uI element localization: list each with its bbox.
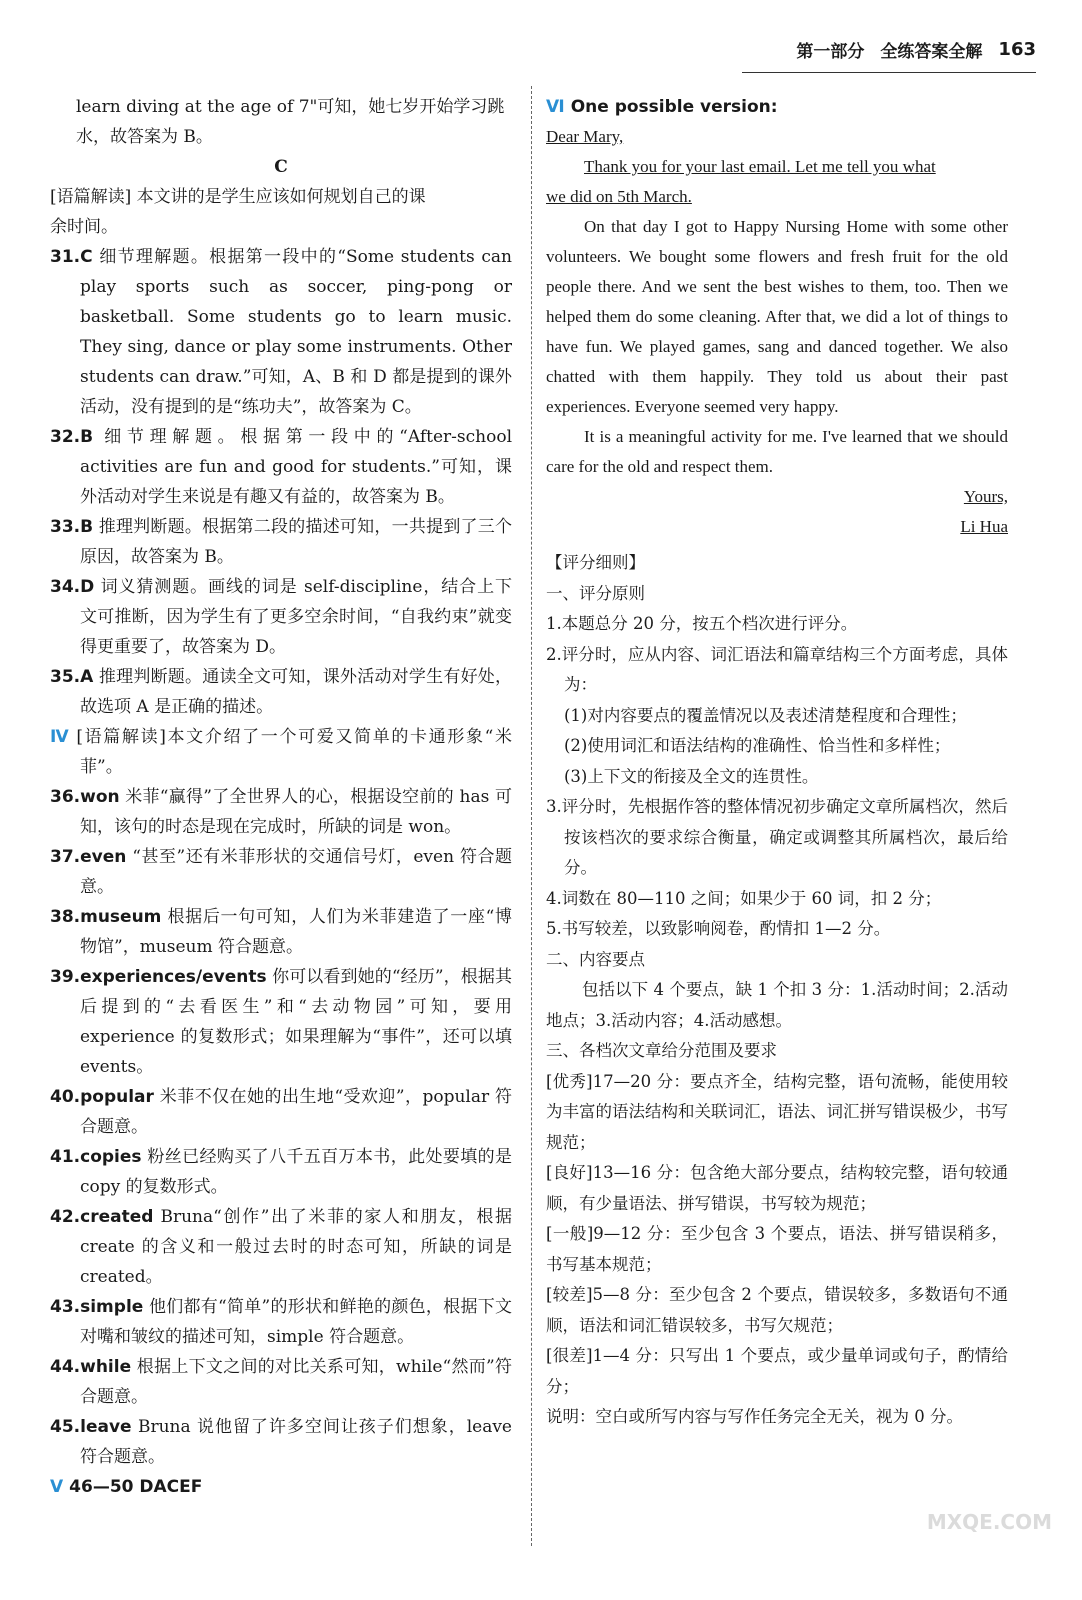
rubric-level: [较差]5—8 分：至少包含 2 个要点，错误较多，多数语句不通顺，语法和词汇错误较多，书写欠规范； <box>546 1285 1008 1335</box>
answer-item: 39.experiences/events 你可以看到她的“经历”，根据其后提到的“去看医生”和“去动物园”可知，要用 experience 的复数形式；如果理解为“事件”，还可以填 events。 <box>50 967 512 1077</box>
section-heading: C <box>274 157 288 177</box>
answer-item: 45.leave Bruna 说他留了许多空间让孩子们想象，leave 符合题意。 <box>50 1417 512 1467</box>
rubric-item: 2.评分时，应从内容、词汇语法和篇章结构三个方面考虑，具体为： <box>546 644 1008 694</box>
rubric-subitem: (2)使用词汇和语法结构的准确性、恰当性和多样性； <box>564 736 951 755</box>
essay-paragraph: On that day I got to Happy Nursing Home with some other volunteers. We bought some flowers and fresh fruit for the old people there. And we sent the best wishes to them, too. Then we helped them do some cleaning. After that, we did a lot of things to have fun. We played games, sang and danced together. We also chatted with them happily. They told us about their past experiences. Everyone seemed very happy. <box>546 217 1008 416</box>
rubric-level: [很差]1—4 分：只写出 1 个要点，或少量单词或句子，酌情给分； <box>546 1346 1008 1396</box>
rubric-item: 1.本题总分 20 分，按五个档次进行评分。 <box>546 614 858 633</box>
model-essay <box>546 122 1008 542</box>
section-v-answers: Ⅴ 46—50 DACEF <box>50 1477 203 1497</box>
answer-item: 34.D 词义猜测题。画线的词是 self-discipline，结合上下文可推断，因为学生有了更多空余时间，“自我约束”就变得更重要了，故答案为 D。 <box>50 577 512 657</box>
essay-paragraph: Thank you for your last email. Let me tell you what we did on 5th March. <box>546 157 936 206</box>
column-divider <box>531 86 532 1546</box>
left-column <box>50 92 512 1502</box>
rubric-item: 3.评分时，先根据作答的整体情况初步确定文章所属档次，然后按该档次的要求综合衡量，确定或调整其所属档次，最后给分。 <box>546 797 1008 877</box>
essay-closing: Yours, <box>963 487 1008 506</box>
section-iv-intro: Ⅳ [语篇解读]本文介绍了一个可爱又简单的卡通形象“米菲”。 <box>50 727 512 777</box>
answer-item: 37.even “甚至”还有米菲形状的交通信号灯，even 符合题意。 <box>50 847 512 897</box>
answer-item: 44.while 根据上下文之间的对比关系可知，while“然而”符合题意。 <box>50 1357 512 1407</box>
essay-signature: Li Hua <box>960 517 1008 536</box>
essay-greeting: Dear Mary, <box>546 127 624 146</box>
answer-item: 38.museum 根据后一句可知，人们为米菲建造了一座“博物馆”，museum 符合题意。 <box>50 907 512 957</box>
page-number: 163 <box>998 38 1036 60</box>
right-column <box>546 92 1008 1433</box>
header-section: 全练答案全解 <box>880 41 983 62</box>
header-part: 第一部分 <box>796 41 865 62</box>
text-line: 水，故答案为 B。 <box>76 127 213 147</box>
rubric-note: 说明：空白或所写内容与写作任务完全无关，视为 0 分。 <box>546 1407 963 1426</box>
rubric-level: [良好]13—16 分：包含绝大部分要点，结构较完整，语句较通顺，有少量语法、拼写错误，书写较为规范； <box>546 1163 1008 1213</box>
answer-item: 33.B 推理判断题。根据第二段的描述可知，一共提到了三个原因，故答案为 B。 <box>50 517 513 567</box>
answer-item: 42.created Bruna“创作”出了米菲的家人和朋友，根据 create 的含义和一般过去时的时态可知，所缺的词是 created。 <box>50 1207 512 1287</box>
answer-item: 32.B 细节理解题。根据第一段中的“After-school activities are fun and good for students.”可知，课外活动对学生来说是有趣又有益的，故答案为 B。 <box>50 427 513 507</box>
text-line: learn diving at the age of 7"可知，她七岁开始学习跳 <box>76 97 505 117</box>
rubric-level: [一般]9—12 分：至少包含 3 个要点，语法、拼写错误稍多，书写基本规范； <box>546 1224 1008 1274</box>
rubric-item: 4.词数在 80—110 之间；如果少于 60 词，扣 2 分； <box>546 888 942 908</box>
rubric-subitem: (3)上下文的衔接及全文的连贯性。 <box>564 766 819 786</box>
rubric-level: [优秀]17—20 分：要点齐全，结构完整，语句流畅，能使用较为丰富的语法结构和关联词汇，语法、词汇拼写错误极少，书写规范； <box>546 1071 1008 1152</box>
passage-intro: [语篇解读] 本文讲的是学生应该如何规划自己的课 余时间。 <box>50 187 426 237</box>
rubric-item: 包括以下 4 个要点，缺 1 个扣 3 分：1.活动时间；2.活动地点；3.活动内容；4.活动感想。 <box>546 980 1008 1030</box>
rubric-item: 5.书写较差，以致影响阅卷，酌情扣 1—2 分。 <box>546 919 891 938</box>
answer-item: 43.simple 他们都有“简单”的形状和鲜艳的颜色，根据下文对嘴和皱纹的描述可知，simple 符合题意。 <box>50 1297 512 1347</box>
answer-item: 40.popular 米菲不仅在她的出生地“受欢迎”，popular 符合题意。 <box>50 1087 512 1137</box>
rubric-heading: 一、评分原则 <box>546 583 645 603</box>
header-rule <box>742 72 1036 73</box>
section-vi-title: Ⅵ One possible version: <box>546 97 778 117</box>
answer-item: 31.C 细节理解题。根据第一段中的“Some students can play sports such as soccer, ping-pong or basketball. Some students go to learn music. They sing, dance or play some instruments. Other students can draw.”可知，A、B 和 D 都是提到的课外活动，没有提到的是“练功夫”，故答案为 C。 <box>50 247 512 417</box>
answer-item: 36.won 米菲“赢得”了全世界人的心，根据设空前的 has 可知，该句的时态是现在完成时，所缺的词是 won。 <box>50 787 512 837</box>
answer-item: 35.A 推理判断题。通读全文可知，课外活动对学生有好处，故选项 A 是正确的描述。 <box>50 667 513 717</box>
rubric <box>546 548 1008 1433</box>
rubric-heading: 三、各档次文章给分范围及要求 <box>546 1041 777 1060</box>
rubric-heading: 二、内容要点 <box>546 949 645 969</box>
essay-paragraph: It is a meaningful activity for me. I've learned that we should care for the old and respect them. <box>546 427 1008 476</box>
rubric-subitem: (1)对内容要点的覆盖情况以及表述清楚程度和合理性； <box>564 705 967 725</box>
watermark-logo: MXQE.COM <box>926 1510 1052 1534</box>
page-header <box>796 32 1036 66</box>
rubric-title: 【评分细则】 <box>546 553 645 572</box>
answer-item: 41.copies 粉丝已经购买了八千五百万本书，此处要填的是 copy 的复数形式。 <box>50 1147 512 1197</box>
